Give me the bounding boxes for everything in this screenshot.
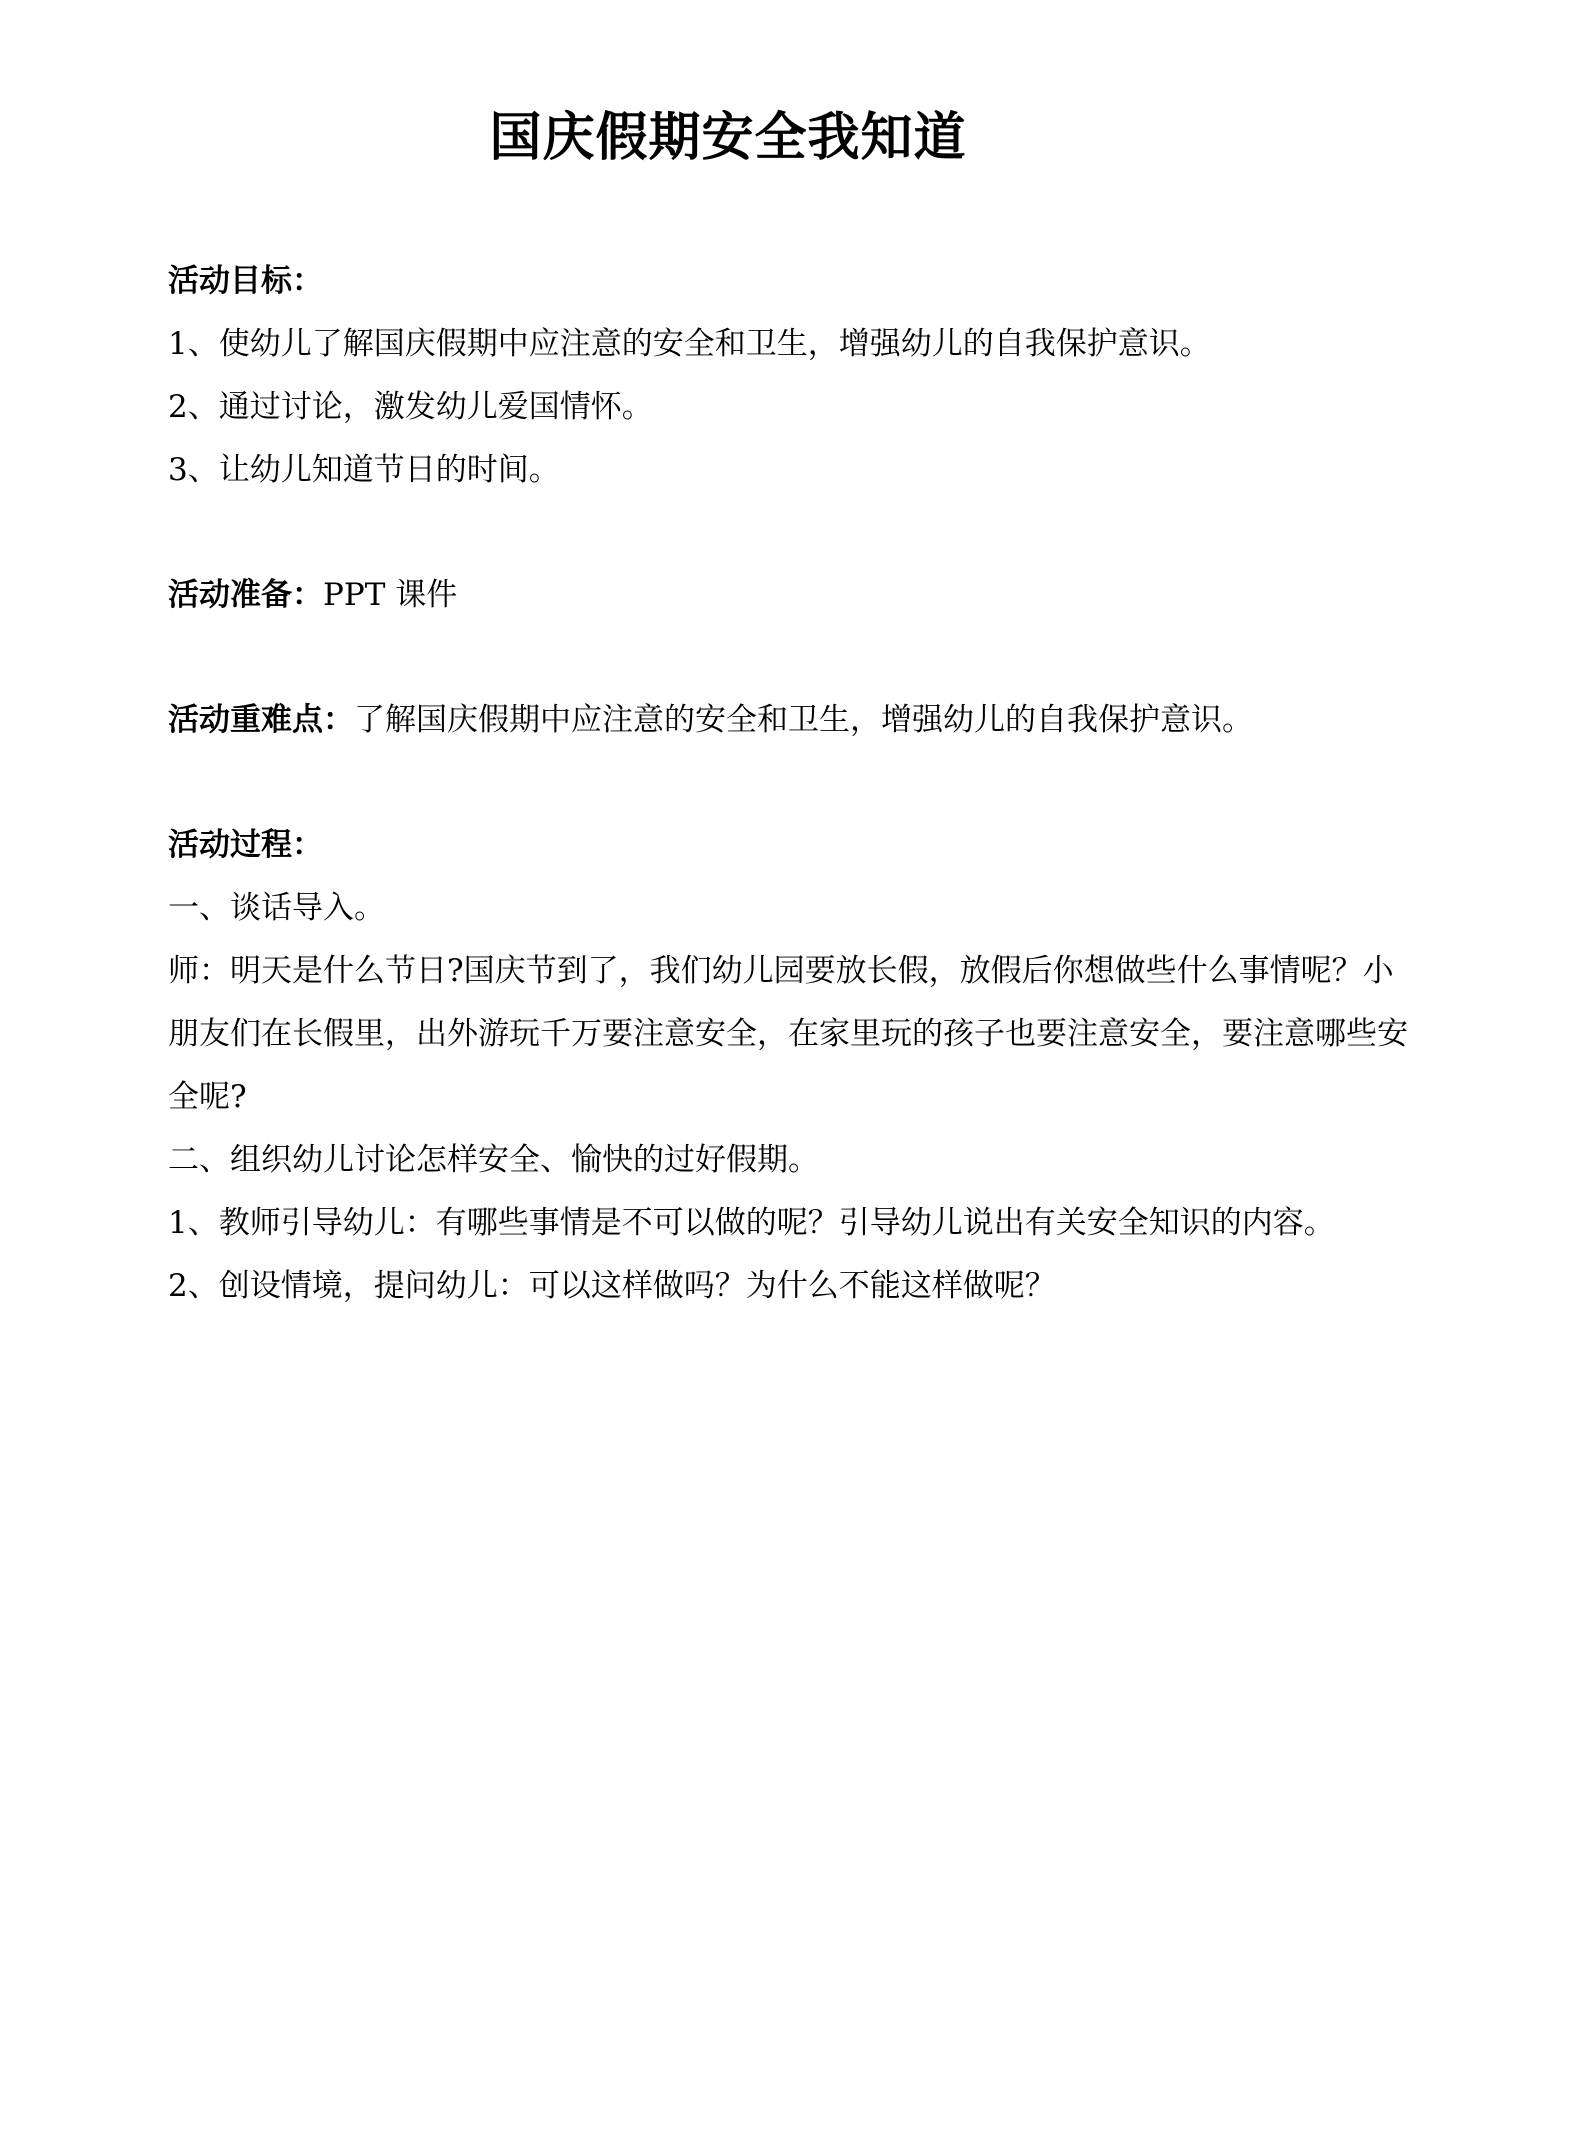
process-item-1: 一、谈话导入。 [168, 890, 385, 926]
section-heading-preparation: 活动准备： [168, 577, 323, 613]
section-preparation [168, 564, 1418, 627]
section-heading-objectives: 活动目标： [168, 263, 323, 299]
process-item-5: 2、创设情境，提问幼儿：可以这样做吗？为什么不能这样做呢？ [168, 1268, 1056, 1304]
objective-item-3: 3、让幼儿知道节日的时间。 [168, 452, 560, 488]
section-gap-1 [168, 502, 1418, 564]
document-content [168, 0, 1418, 1318]
title-spacer [168, 164, 1418, 250]
process-item-2: 师：明天是什么节日?国庆节到了，我们幼儿园要放长假，放假后你想做些什么事情呢？小朋友们在长假里，出外游玩千万要注意安全，在家里玩的孩子也要注意安全，要注意哪些安全呢? [168, 953, 1408, 1115]
process-item-3: 二、组织幼儿讨论怎样安全、愉快的过好假期。 [168, 1142, 819, 1178]
objective-item-2: 2、通过讨论，激发幼儿爱国情怀。 [168, 389, 653, 425]
section-heading-process: 活动过程： [168, 827, 323, 863]
objective-item-1: 1、使幼儿了解国庆假期中应注意的安全和卫生，增强幼儿的自我保护意识。 [168, 326, 1211, 362]
process-item-4: 1、教师引导幼儿：有哪些事情是不可以做的呢？引导幼儿说出有关安全知识的内容。 [168, 1205, 1335, 1241]
section-key-points [168, 689, 1418, 752]
section-body-preparation: PPT 课件 [323, 577, 458, 613]
page-title: 国庆假期安全我知道 [489, 107, 967, 168]
section-heading-key-points: 活动重难点： [168, 702, 354, 738]
section-gap-3 [168, 752, 1418, 814]
section-gap-2 [168, 627, 1418, 689]
section-body-key-points: 了解国庆假期中应注意的安全和卫生，增强幼儿的自我保护意识。 [354, 702, 1253, 738]
